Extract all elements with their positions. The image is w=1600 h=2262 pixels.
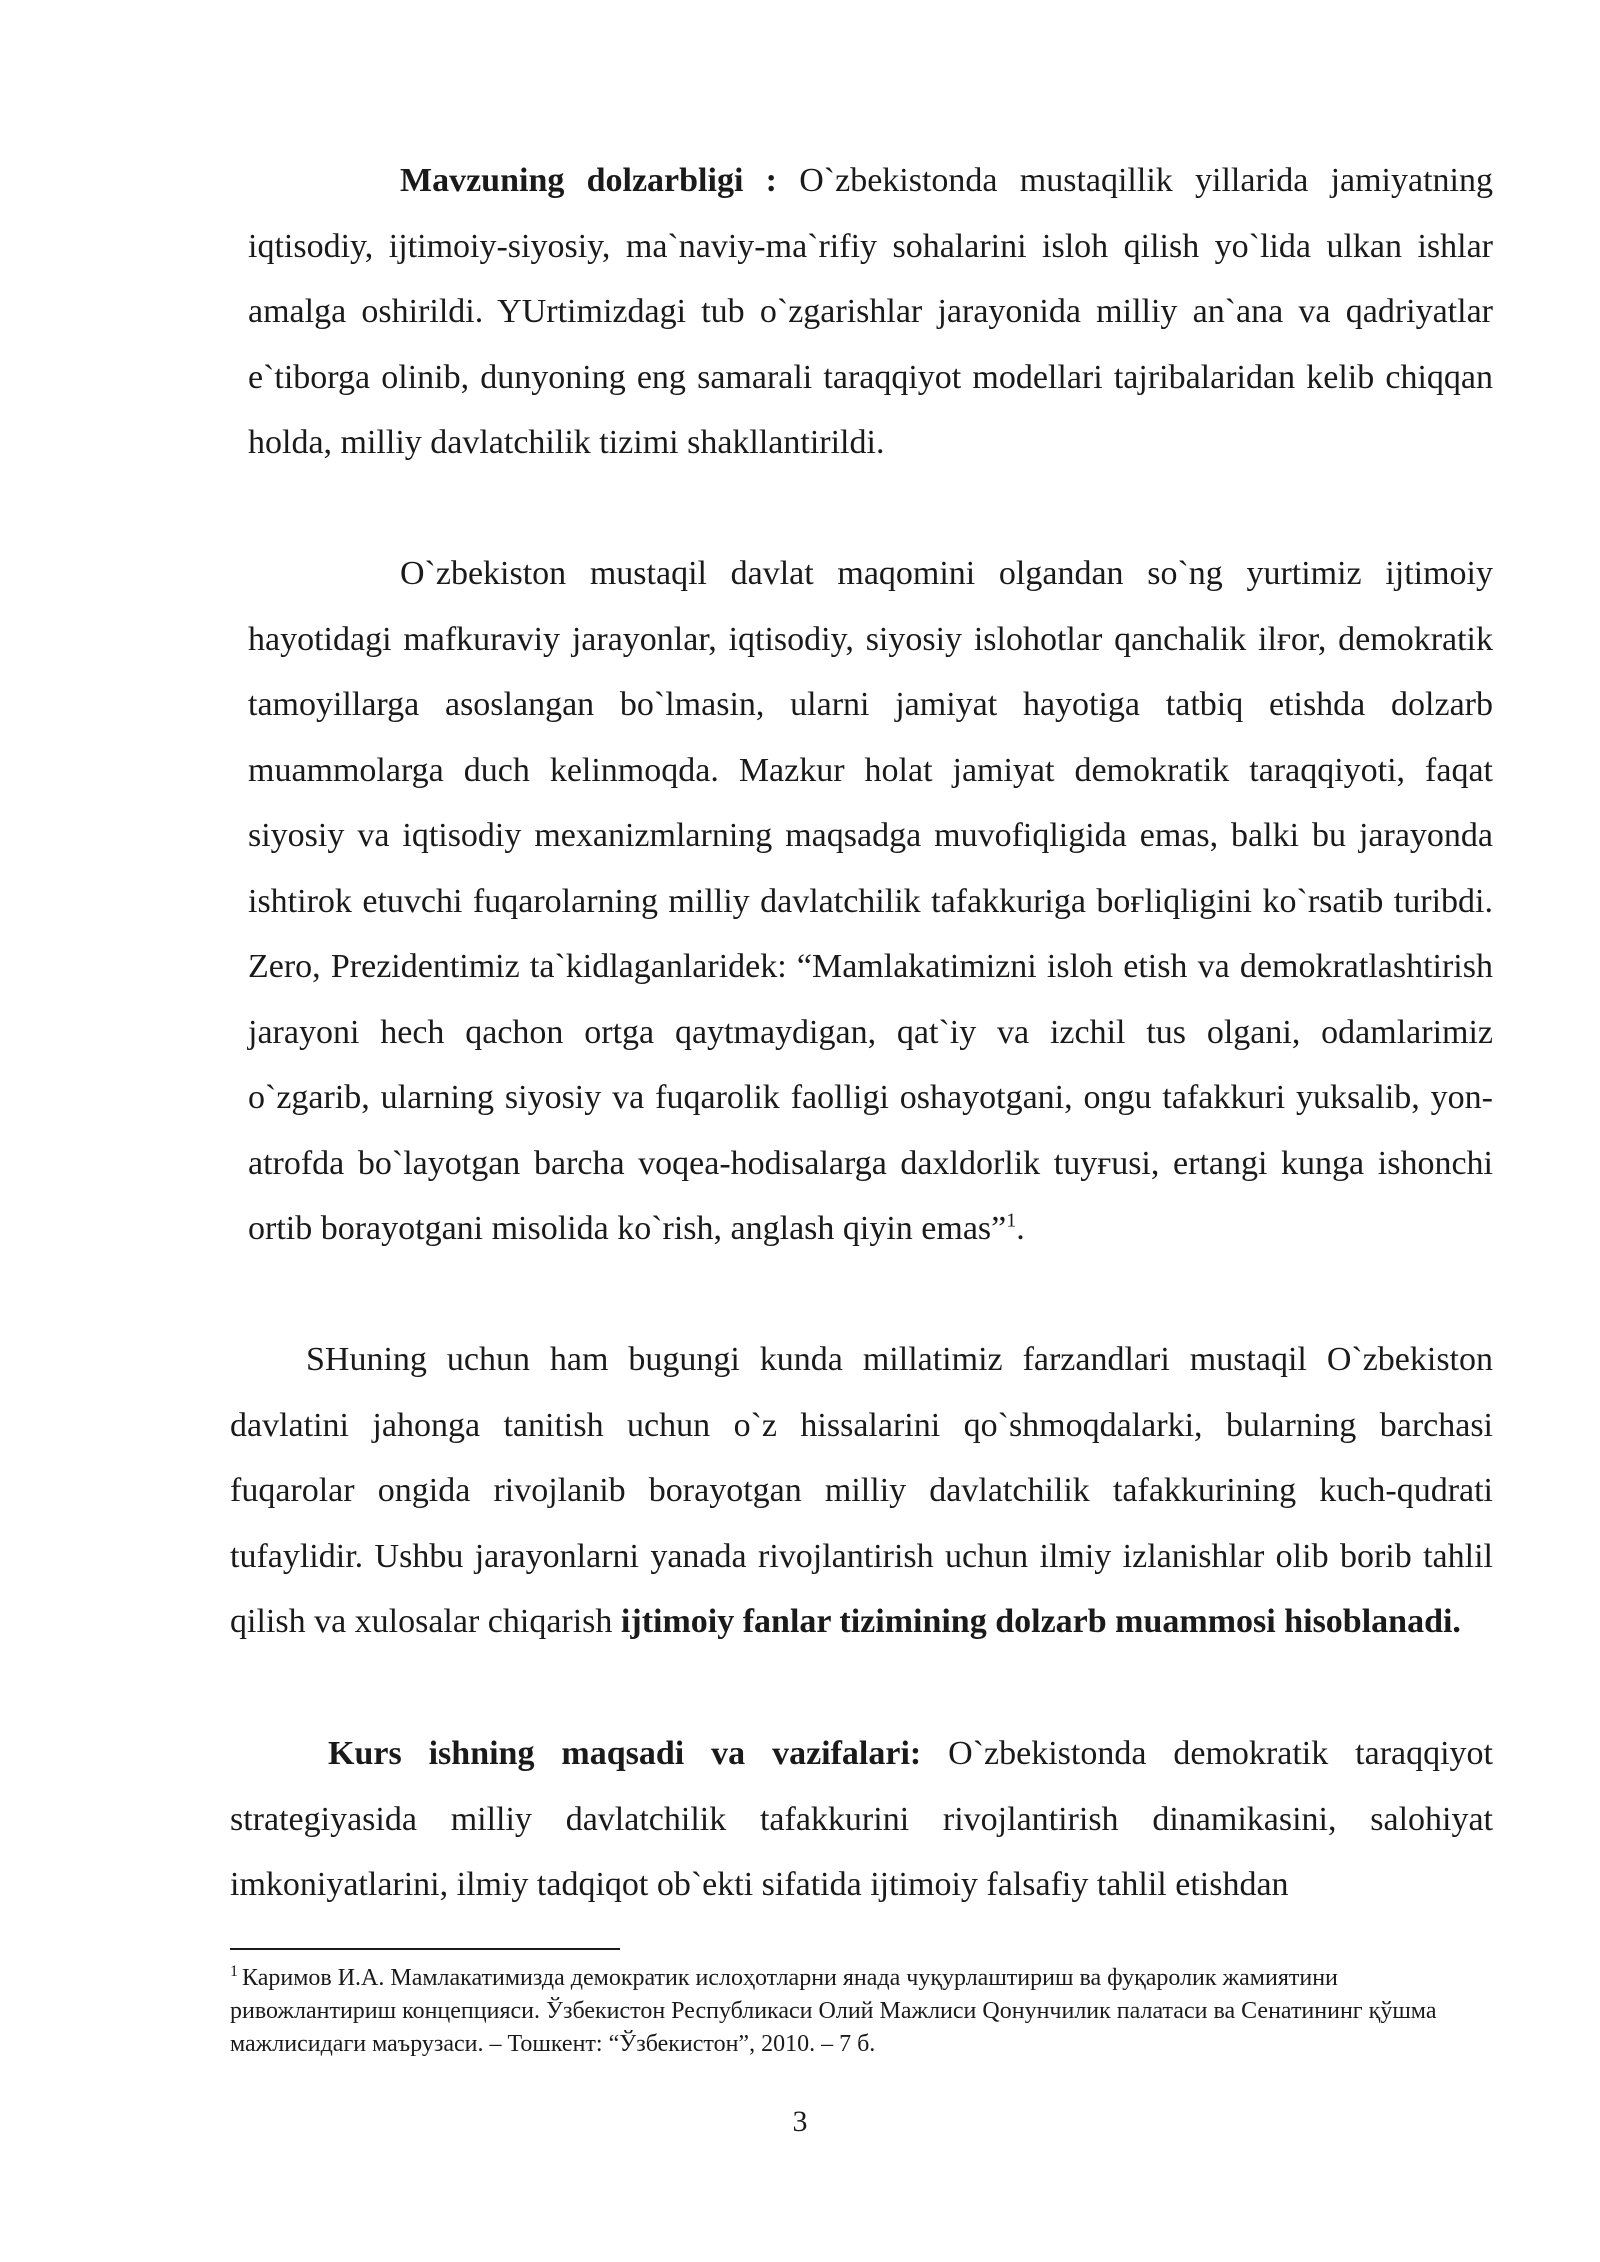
- footnote: [230, 1962, 1493, 2061]
- paragraph-independence: [248, 541, 1493, 1262]
- footnote-number: 1: [230, 1963, 238, 1980]
- relevance-text: O`zbekistonda mustaqillik yillarida jamiyatning iqtisodiy, ijtimoiy-siyosiy, ma`naviy-ma`rifiy sohalarini isloh qilish yo`lida ulkan ishlar amalga oshirildi. YUrtimizdagi tub o`zgarishlar jarayonida milliy an`ana va qadriyatlar e`tiborga olinib, dunyoning eng samarali taraqqiyot modellari tajribalaridan kelib chiqqan holda, milliy davlatchilik tizimi shakllantirildi.: [248, 162, 1493, 461]
- research-problem-bold: ijtimoiy fanlar tizimining dolzarb muammosi hisoblanadi.: [620, 1603, 1461, 1640]
- independence-end: .: [1016, 1210, 1025, 1247]
- footnote-separator: [230, 1948, 620, 1950]
- footnote-reference[interactable]: 1: [1006, 1209, 1017, 1232]
- research-problem-text: SHuning uchun ham bugungi kunda millatimiz farzandlari mustaqil O`zbekiston davlatini jahonga tanitish uchun o`z hissalarini qo`shmoqdalarki, bularning barchasi fuqarolar ongida rivojlanib borayotgan milliy davlatchilik tafakkurining kuch-qudrati tufaylidir. Ushbu jarayonlarni yanada rivojlantirish uchun ilmiy izlanishlar olib borib tahlil qilish va xulosalar chiqarish: [230, 1341, 1493, 1640]
- paragraph-goals: [230, 1721, 1493, 1918]
- relevance-heading: Mavzuning dolzarbligi :: [400, 162, 777, 199]
- independence-text: O`zbekiston mustaqil davlat maqomini olgandan so`ng yurtimiz ijtimoiy hayotidagi mafkuraviy jarayonlar, iqtisodiy, siyosiy islohotlar qanchalik ilғor, demokratik tamoyillarga asoslangan bo`lmasin, ularni jamiyat hayotiga tatbiq etishda dolzarb muammolarga duch kelinmoqda. Mazkur holat jamiyat demokratik taraqqiyoti, faqat siyosiy va iqtisodiy mexanizmlarning maqsadga muvofiqligida emas, balki bu jarayonda ishtirok etuvchi fuqarolarning milliy davlatchilik tafakkuriga boғliqligini ko`rsatib turibdi. Zero, Prezidentimiz ta`kidlaganlaridek: “Mamlakatimizni isloh etish va demokratlashtirish jarayoni hech qachon ortga qaytmaydigan, qat`iy va izchil tus olgani, odamlarimiz o`zgarib, ularning siyosiy va fuqarolik faolligi oshayotgani, ongu tafakkuri yuksalib, yon-atrofda bo`layotgan barcha voqea-hodisalarga daxldorlik tuyғusi, ertangi kunga ishonchi ortib borayotgani misolida ko`rish, anglash qiyin emas”: [248, 555, 1493, 1247]
- goals-heading: Kurs ishning maqsadi va vazifalari:: [328, 1735, 922, 1772]
- goals-text: O`zbekistonda demokratik taraqqiyot strategiyasida milliy davlatchilik tafakkurini rivojlantirish dinamikasini, salohiyat imkoniyatlarini, ilmiy tadqiqot ob`ekti sifatida ijtimoiy falsafiy tahlil etishdan: [230, 1735, 1494, 1903]
- paragraph-relevance: [248, 148, 1493, 476]
- page-number: 3: [792, 2105, 808, 2138]
- footnote-text: Каримов И.А. Мамлакатимизда демократик ислоҳотларни янада чуқурлаштириш ва фуқаролик жамиятини ривожлантириш концепцияси. Ўзбекистон Республикаси Олий Мажлиси Qонунчилик палатаси ва Сенатининг қўшма мажлисидаги маърузаси. – Тошкент: “Ўзбекистон”, 2010. – 7 б.: [230, 1965, 1437, 2057]
- paragraph-research-problem: [230, 1327, 1493, 1655]
